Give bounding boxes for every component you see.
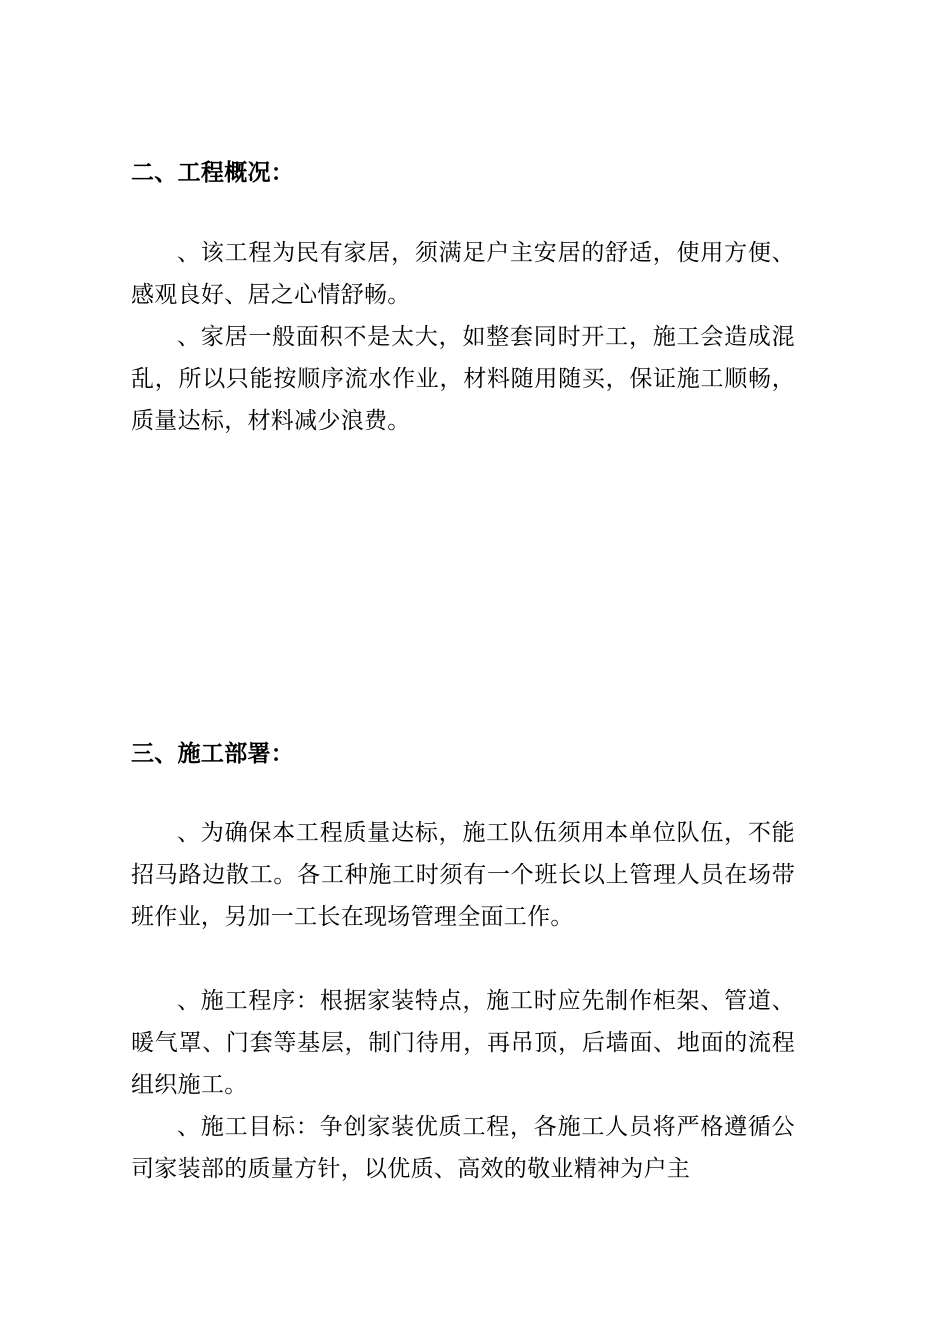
overview-paragraph-2: 、家居一般面积不是太大，如整套同时开工，施工会造成混乱，所以只能按顺序流水作业，材料随用随买，保证施工顺畅，质量达标，材料减少浪费。 (131, 324, 795, 434)
overview-paragraph-1: 、该工程为民有家居，须满足户主安居的舒适，使用方便、感观良好、居之心情舒畅。 (131, 240, 795, 308)
deployment-paragraph-2: 、施工程序：根据家装特点，施工时应先制作柜架、管道、暖气罩、门套等基层，制门待用，再吊顶，后墙面、地面的流程组织施工。 (131, 988, 795, 1098)
section-heading-overview: 二、工程概况： (131, 159, 295, 186)
section-heading-deployment: 三、施工部署： (131, 740, 295, 767)
deployment-paragraph-1: 、为确保本工程质量达标，施工队伍须用本单位队伍，不能招马路边散工。各工种施工时须有一个班长以上管理人员在场带班作业，另加一工长在现场管理全面工作。 (131, 820, 795, 930)
deployment-paragraph-3: 、施工目标：争创家装优质工程，各施工人员将严格遵循公司家装部的质量方针，以优质、高效的敬业精神为户主 (131, 1114, 795, 1182)
